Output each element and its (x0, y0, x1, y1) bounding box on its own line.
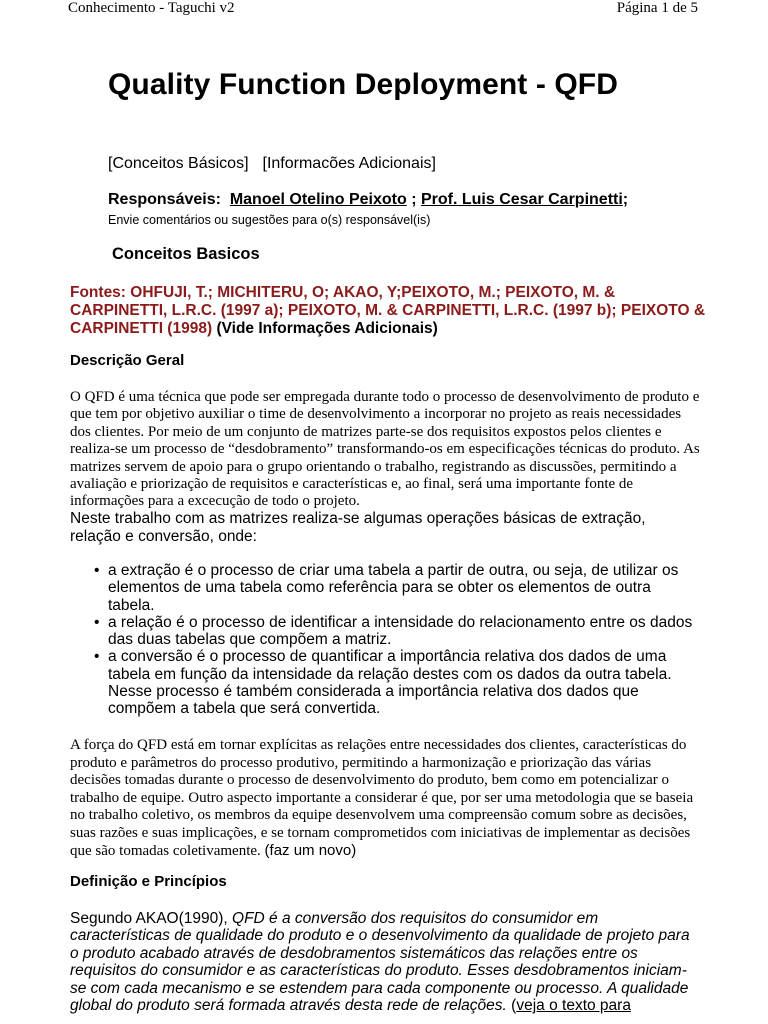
operations-list (70, 562, 700, 718)
responsaveis-end: ; (622, 191, 629, 208)
responsavel-link-carpinetti[interactable]: Prof. Luis Cesar Carpinetti (420, 191, 623, 208)
definicao-paren: ( (511, 997, 517, 1015)
responsaveis-label: Responsáveis: (108, 191, 221, 208)
bullet-icon: • (94, 648, 100, 666)
paragraph-descricao-2: Neste trabalho com as matrizes realiza-se algumas operações básicas de extração, relação e conversão, onde: (70, 510, 646, 545)
page-title: Quality Function Deployment - QFD (108, 68, 618, 101)
list-item-text: a extração é o processo de criar uma tabela a partir de outra, ou seja, de utilizar os elementos de uma tabela como referência para se obter os elementos de outra tabela. (108, 562, 679, 614)
bullet-icon: • (94, 613, 100, 631)
responsavel-link-peixoto[interactable]: Manoel Otelino Peixoto (229, 191, 407, 208)
responsaveis-line (108, 191, 628, 209)
paragraph-forca-qfd (70, 737, 705, 861)
list-item (70, 648, 700, 717)
list-item (70, 614, 700, 649)
paragraph-forca-tail: (faz um novo) (264, 842, 357, 859)
page-counter: Página 1 de 5 (616, 0, 698, 16)
responsaveis-separator: ; (411, 191, 417, 208)
list-item-text: a conversão é o processo de quantificar a importância relativa dos dados de uma tabela em função da intensidade da relação destes com os dados da outra tabela. Nesse processo é também considerada a importância relativa dos dados que compõem a tabela que será convertida. (108, 648, 672, 718)
heading-definicao: Definição e Princípios (70, 873, 227, 890)
definicao-lead: Segundo AKAO(1990), (70, 910, 228, 927)
list-item (70, 562, 700, 614)
paragraph-definicao (70, 910, 700, 1014)
document-header-title: Conhecimento - Taguchi v2 (68, 0, 235, 16)
paragraph-forca-text: A força do QFD está em tornar explícitas as relações entre necessidades dos clientes, características do produto e parâmetros do processo produtivo, permitindo a harmonização e priorização das várias decisões tomadas durante o processo de desenvolvimento do produto, bem como em potencializar o trabalho de equipe. Outro aspecto importante a considerar é que, por ser uma metodologia que se baseia no trabalho coletivo, os membros da equipe desenvolvem uma compreensão comum sobre as decisões, suas razões e suas implicações, e se tornam comprometidos com iniciativas de implementar as decisões que são tomadas coletivamente. (70, 737, 694, 859)
section-heading-conceitos: Conceitos Basicos (112, 245, 260, 263)
definicao-quote: QFD é a conversão dos requisitos do consumidor em características de qualidade do produto e o desenvolvimento da qualidade de projeto para o produto acabado através de desdobramentos sistemáticos das relações entre os requisitos do consumidor e as características do produto. Esses desdobramentos iniciam-se com cada mecanismo e se estendem para cada componente ou processo. A qualidade global do produto será formada através desta rede de relações. (70, 910, 690, 1015)
list-item-text: a relação é o processo de identificar a intensidade do relacionamento entre os dados das duas tabelas que compõem a matriz. (108, 613, 693, 649)
heading-descricao-geral: Descrição Geral (70, 352, 185, 369)
bullet-icon: • (94, 562, 100, 579)
sources-paragraph (70, 284, 710, 338)
section-nav (108, 155, 436, 173)
sources-text: Fontes: OHFUJI, T.; MICHITERU, O; AKAO, Y;PEIXOTO, M.; PEIXOTO, M. & CARPINETTI, L.R.C. (1997 a); PEIXOTO, M. & CARPINETTI, L.R.C. (1997 b); PEIXOTO & CARPINETTI (1998) (70, 284, 706, 337)
paragraph-descricao-1: O QFD é uma técnica que pode ser empregada durante todo o processo de desenvolvimento de produto e que tem por objetivo auxiliar o time de desenvolvimento a incorporar no projeto as reais necessidades dos clientes. Por meio de um conjunto de matrizes parte-se dos requisitos expostos pelos clientes e realiza-se um processo de “desdobramento” transformando-os em especificações técnicas do produto. As matrizes servem de apoio para o grupo orientando o trabalho, registrando as discussões, permitindo a avaliação e priorização de requisitos e características e, ao final, será uma importante fonte de informações para a excecução de todo o projeto. (70, 389, 700, 510)
sources-vide-note: (Vide Informações Adicionais) (216, 320, 438, 337)
feedback-note: Envie comentários ou sugestões para o(s) responsável(is) (108, 213, 431, 227)
nav-link-conceitos-basicos[interactable]: [Conceitos Básicos] (108, 155, 249, 172)
link-veja-texto[interactable]: veja o texto para (516, 997, 631, 1015)
nav-link-informacoes-adicionais[interactable]: [Informacões Adicionais] (262, 155, 436, 172)
